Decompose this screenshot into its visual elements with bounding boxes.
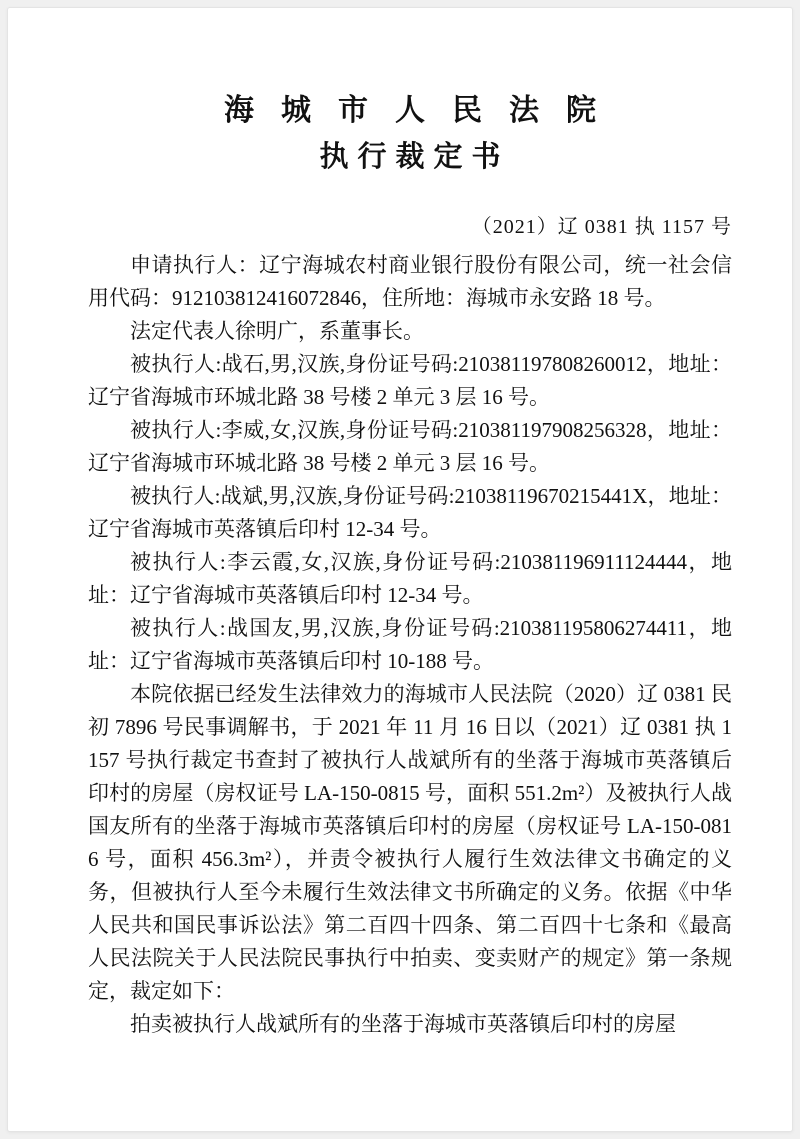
para-applicant: 申请执行人：辽宁海城农村商业银行股份有限公司，统一社会信用代码：912103812416072846，住所地：海城市永安路 18 号。	[88, 252, 732, 310]
court-name-title: 海城市人民法院	[224, 94, 623, 127]
para-ruling-basis: 本院依据已经发生法律效力的海城市人民法院（2020）辽 0381 民初 7896 号民事调解书，于 2021 年 11 月 16 日以（2021）辽 0381 执 1157 号执行裁定书查封了被执行人战斌所有的坐落于海城市英落镇后印村的房屋（房权证号 LA-150-0815 号，面积 551.2m²）及被执行人战国友所有的坐落于海城市英落镇后印村的房屋（房权证号 LA-150-0816 号，面积 456.3m²），并责令被执行人履行生效法律文书确定的义务，但被执行人至今未履行生效法律文书所确定的义务。依据《中华人民共和国民事诉讼法》第二百四十四条、第二百四十七条和《最高人民法院关于人民法院民事执行中拍卖、变卖财产的规定》第一条规定，裁定如下：	[88, 681, 732, 1003]
para-legal-representative: 法定代表人徐明广，系董事长。	[130, 318, 424, 343]
para-respondent-5: 被执行人:战国友,男,汉族,身份证号码:210381195806274411，地址：辽宁省海城市英落镇后印村 10-188 号。	[88, 615, 732, 673]
document-page	[7, 7, 793, 1132]
para-respondent-1: 被执行人:战石,男,汉族,身份证号码:210381197808260012，地址：辽宁省海城市环城北路 38 号楼 2 单元 3 层 16 号。	[88, 351, 732, 409]
para-respondent-4: 被执行人:李云霞,女,汉族,身份证号码:210381196911124444，地址：辽宁省海城市英落镇后印村 12-34 号。	[88, 549, 732, 607]
case-number: （2021）辽 0381 执 1157 号	[471, 215, 732, 238]
para-respondent-2: 被执行人:李威,女,汉族,身份证号码:210381197908256328，地址：辽宁省海城市环城北路 38 号楼 2 单元 3 层 16 号。	[88, 417, 732, 475]
para-ruling-order: 拍卖被执行人战斌所有的坐落于海城市英落镇后印村的房屋	[130, 1011, 676, 1036]
document-type-title: 执行裁定书	[319, 140, 510, 173]
para-respondent-3: 被执行人:战斌,男,汉族,身份证号码:21038119670215441X，地址：辽宁省海城市英落镇后印村 12-34 号。	[88, 483, 732, 541]
document-body	[88, 249, 732, 1041]
